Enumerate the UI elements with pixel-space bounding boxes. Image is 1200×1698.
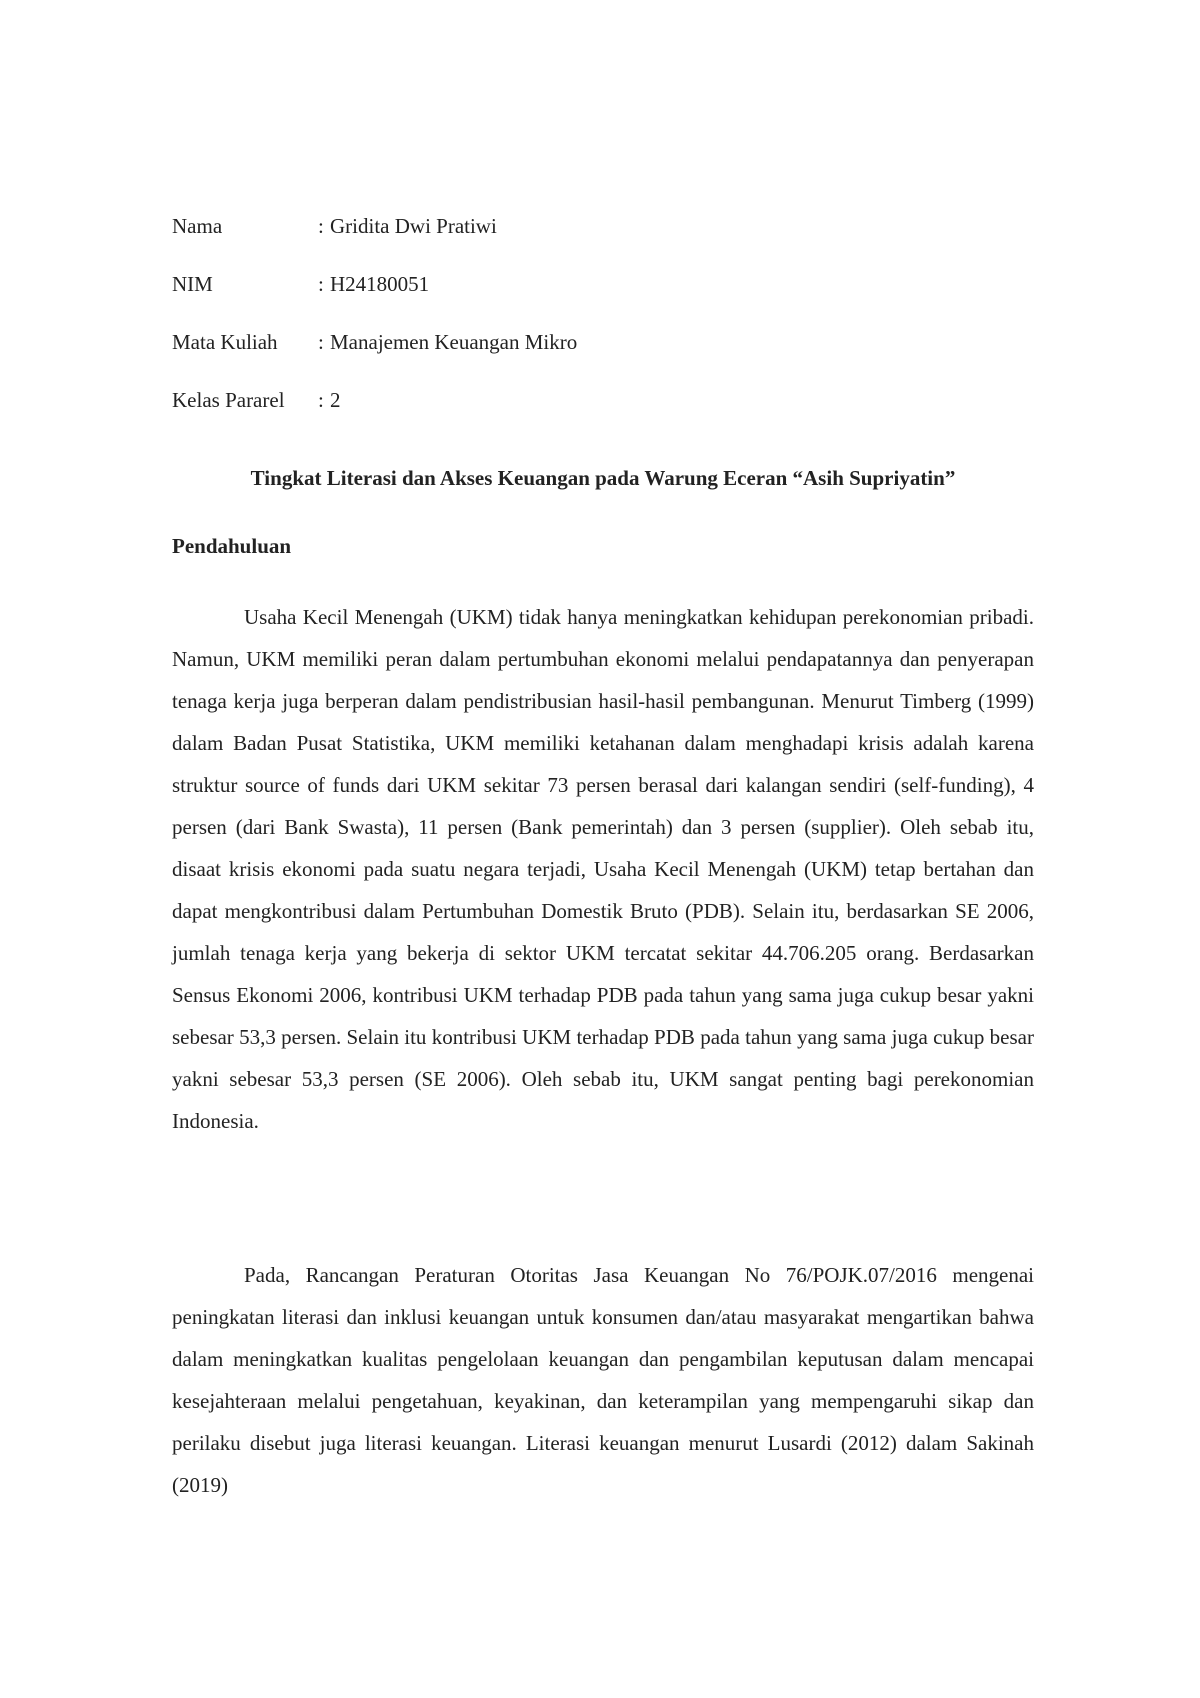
student-info (172, 212, 1034, 444)
info-value: 2 (330, 388, 341, 412)
info-label: Nama (172, 214, 223, 238)
info-separator: : (318, 272, 324, 296)
document-title: Tingkat Literasi dan Akses Keuangan pada Warung Eceran “Asih Supriyatin” (250, 466, 956, 490)
info-label: NIM (172, 272, 213, 296)
paragraph: Pada, Rancangan Peraturan Otoritas Jasa Keuangan No 76/POJK.07/2016 mengenai peningkatan literasi dan inklusi keuangan untuk konsumen dan/atau masyarakat mengartikan bahwa dalam meningkatkan kualitas pengelolaan keuangan dan pengambilan keputusan dalam mencapai kesejahteraan melalui pengetahuan, keyakinan, dan keterampilan yang mempengaruhi sikap dan perilaku disebut juga literasi keuangan. Literasi keuangan menurut Lusardi (2012) dalam Sakinah (2019) (172, 1263, 1034, 1497)
info-label: Kelas Pararel (172, 388, 285, 412)
info-row-nama (172, 212, 1034, 270)
info-separator: : (318, 214, 324, 238)
info-row-kelas-pararel (172, 386, 1034, 444)
section-heading: Pendahuluan (172, 534, 292, 558)
paragraph: Usaha Kecil Menengah (UKM) tidak hanya meningkatkan kehidupan perekonomian pribadi. Namun, UKM memiliki peran dalam pertumbuhan ekonomi melalui pendapatannya dan penyerapan tenaga kerja juga berperan dalam pendistribusian hasil-hasil pembangunan. Menurut Timberg (1999) dalam Badan Pusat Statistika, UKM memiliki ketahanan dalam menghadapi krisis adalah karena struktur source of funds dari UKM sekitar 73 persen berasal dari kalangan sendiri (self-funding), 4 persen (dari Bank Swasta), 11 persen (Bank pemerintah) dan 3 persen (supplier). Oleh sebab itu, disaat krisis ekonomi pada suatu negara terjadi, Usaha Kecil Menengah (UKM) tetap bertahan dan dapat mengkontribusi dalam Pertumbuhan Domestik Bruto (PDB). Selain itu, berdasarkan SE 2006, jumlah tenaga kerja yang bekerja di sektor UKM tercatat sekitar 44.706.205 orang. Berdasarkan Sensus Ekonomi 2006, kontribusi UKM terhadap PDB pada tahun yang sama juga cukup besar yakni sebesar 53,3 persen. Selain itu kontribusi UKM terhadap PDB pada tahun yang sama juga cukup besar yakni sebesar 53,3 persen (SE 2006). Oleh sebab itu, UKM sangat penting bagi perekonomian Indonesia. (172, 605, 1034, 1133)
info-separator: : (318, 330, 324, 354)
info-value: Manajemen Keuangan Mikro (330, 330, 578, 354)
info-row-mata-kuliah (172, 328, 1034, 386)
info-separator: : (318, 388, 324, 412)
info-row-nim (172, 270, 1034, 328)
info-value: H24180051 (330, 272, 430, 296)
info-label: Mata Kuliah (172, 330, 278, 354)
info-value: Gridita Dwi Pratiwi (330, 214, 497, 238)
